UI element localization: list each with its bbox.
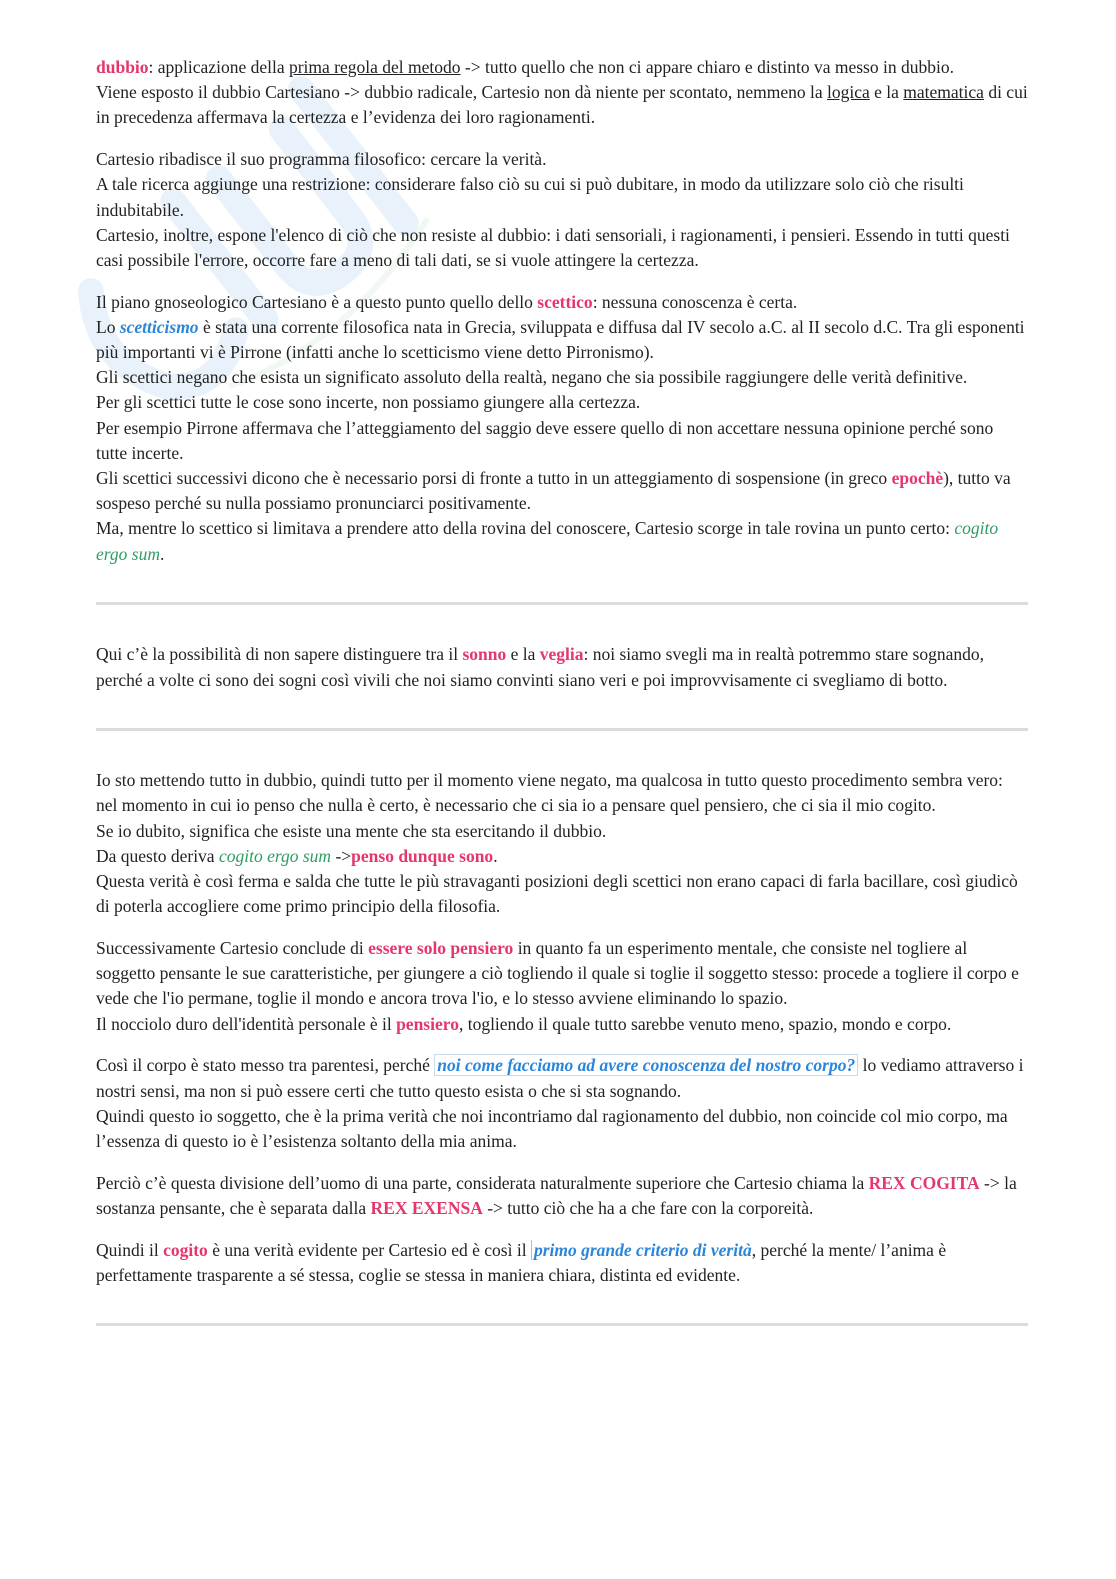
text-run: in quanto fa un esperimento mentale, che consiste nel togliere al soggetto pensante le sue caratteristiche, per giungere a ciò togliendo il quale si toglie il soggetto stesso: procede a togliere il corpo e vede che l'io permane, toglie il mondo e ancora trova l'io, e lo stesso avviene eliminando lo spazio. (96, 937, 1019, 1009)
text-run: . (493, 845, 498, 866)
text-run: e la (869, 82, 904, 103)
text-line (96, 365, 1028, 390)
text-line (96, 223, 1028, 273)
text-run: -> tutto quello che non ci appare chiaro e distinto va messo in dubbio. (460, 57, 954, 77)
text-run: Ma, mentre lo scettico si limitava a prendere atto della rovina del conoscere, Cartesio scorge in tale rovina un punto certo: (96, 518, 955, 539)
document-body (96, 55, 1028, 1326)
section-divider (96, 728, 1028, 731)
text-run: -> (331, 845, 352, 866)
text-line (96, 147, 1028, 172)
keyword-rex-exensa: REX EXENSA (370, 1197, 483, 1218)
text-line (96, 516, 1028, 566)
text-run: Questa verità è così ferma e salda che tutte le più stravaganti posizioni degli scettici non erano capaci di farla bacillare, così giudicò di poterla accogliere come primo principio della filosofia. (96, 871, 1018, 917)
text-run: Cartesio, inoltre, espone l'elenco di ciò che non resiste al dubbio: i dati sensoriali, i ragionamenti, i pensieri. Essendo in tutti questi casi possibile l'errore, occorre fare a meno di tali dati, se si vuole attingere la certezza. (96, 224, 1010, 270)
keyword-cogito-ergo-sum: cogito ergo sum (96, 518, 999, 564)
text-run: Il piano gnoseologico Cartesiano è a questo punto quello dello (96, 291, 538, 312)
paragraph-corpo (96, 1053, 1028, 1154)
paragraph-programma (96, 147, 1028, 273)
text-run: : nessuna conoscenza è certa. (592, 291, 798, 312)
text-run: Viene esposto il dubbio Cartesiano -> dubbio radicale, Cartesio non dà niente per scontato, nemmeno la (96, 82, 827, 103)
text-line (96, 55, 1028, 80)
text-line (96, 80, 1028, 130)
keyword-dubbio: dubbio (96, 57, 149, 77)
text-run: : applicazione della (148, 57, 289, 77)
text-run: Quindi questo io soggetto, che è la prima verità che noi incontriamo dal ragionamento del dubbio, non coincide col mio corpo, ma l’essenza di questo io è l’esistenza soltanto della mia anima. (96, 1105, 1008, 1151)
keyword-cogito-ergo-sum: cogito ergo sum (218, 845, 332, 866)
paragraph-pensiero (96, 936, 1028, 1037)
text-line (96, 466, 1028, 516)
text-line (96, 1012, 1028, 1037)
text-line (96, 416, 1028, 466)
text-run: Perciò c’è questa divisione dell’uomo di una parte, considerata naturalmente superiore che Cartesio chiama la (96, 1172, 869, 1193)
keyword-sonno: sonno (462, 644, 507, 665)
text-run: Gli scettici negano che esista un significato assoluto della realtà, negano che sia possibile raggiungere delle verità definitive. (96, 367, 968, 388)
keyword-essere-solo-pensiero: essere solo pensiero (368, 937, 514, 958)
text-run: è una verità evidente per Cartesio ed è così il (207, 1239, 531, 1260)
text-run: Se io dubito, significa che esiste una mente che sta esercitando il dubbio. (96, 820, 607, 841)
section-divider (96, 1323, 1028, 1326)
text-run: , togliendo il quale tutto sarebbe venuto meno, spazio, mondo e corpo. (458, 1013, 952, 1034)
keyword-veglia: veglia (539, 644, 584, 665)
text-run: Per esempio Pirrone affermava che l’atteggiamento del saggio deve essere quello di non accettare nessuna opinione perché sono tutte incerte. (96, 417, 994, 463)
text-run: è stata una corrente filosofica nata in Grecia, sviluppata e diffusa dal IV secolo a.C. al II secolo d.C. Tra gli esponenti più importanti vi è Pirrone (infatti anche lo scetticismo viene detto Pirronismo). (96, 316, 1025, 363)
text-line (96, 768, 1028, 818)
text-line (96, 1053, 1028, 1103)
text-run: -> la sostanza pensante, che è separata dalla (96, 1172, 1017, 1218)
keyword-primo-criterio: primo grande criterio di verità (531, 1240, 752, 1260)
text-run: Gli scettici successivi dicono che è necessario porsi di fronte a tutto in un atteggiamento di sospensione (in greco (96, 468, 892, 489)
text-run: : noi siamo svegli ma in realtà potremmo stare sognando, perché a volte ci sono dei sogni così vivili che noi siamo convinti siano veri e poi improvvisamente ci svegliamo di botto. (96, 644, 984, 690)
text-line (96, 172, 1028, 222)
text-run: . (160, 543, 165, 564)
text-line (96, 642, 1028, 692)
paragraph-criterio (96, 1238, 1028, 1288)
text-run: ), tutto va sospeso perché su nulla possiamo pronunciarci positivamente. (96, 468, 1011, 514)
text-run: A tale ricerca aggiunge una restrizione: considerare falso ciò su cui si può dubitare, in modo da utilizzare solo ciò che risulti indubitabile. (96, 174, 964, 220)
text-line (96, 936, 1028, 1012)
keyword-penso-dunque-sono: penso dunque sono (351, 845, 494, 866)
keyword-epoche: epochè (891, 468, 944, 489)
text-line (96, 844, 1028, 869)
text-run: Io sto mettendo tutto in dubbio, quindi tutto per il momento viene negato, ma qualcosa in tutto questo procedimento sembra vero: nel momento in cui io penso che nulla è certo, è necessario che ci sia io a pensare quel pensiero, che ci sia il mio cogito. (96, 770, 1003, 816)
keyword-scettico: scettico (537, 291, 593, 312)
text-run: Da questo deriva (96, 845, 219, 866)
underlined-prima-regola: prima regola del metodo (288, 57, 461, 77)
text-line (96, 869, 1028, 919)
text-run: Il nocciolo duro dell'identità personale è il (96, 1013, 397, 1034)
paragraph-dubbio (96, 55, 1028, 131)
text-run: Qui c’è la possibilità di non sapere distinguere tra il (96, 644, 463, 665)
text-run: , perché la mente/ l’anima è perfettamente trasparente a sé stessa, coglie se stessa in maniera chiara, distinta ed evidente. (96, 1239, 947, 1285)
text-line (96, 390, 1028, 415)
text-run: -> tutto ciò che ha a che fare con la corporeità. (482, 1197, 814, 1218)
text-run: e la (506, 644, 540, 665)
text-line (96, 1104, 1028, 1154)
text-run: Successivamente Cartesio conclude di (96, 937, 369, 958)
text-line (96, 1238, 1028, 1288)
keyword-cogito: cogito (163, 1239, 208, 1260)
section-divider (96, 602, 1028, 605)
text-line (96, 315, 1028, 365)
text-run: Cartesio ribadisce il suo programma filosofico: cercare la verità. (96, 149, 547, 170)
paragraph-cogito (96, 768, 1028, 919)
text-run: Per gli scettici tutte le cose sono incerte, non possiamo giungere alla certezza. (96, 392, 641, 413)
underlined-matematica: matematica (903, 82, 984, 103)
text-line (96, 290, 1028, 315)
text-line (96, 819, 1028, 844)
paragraph-scetticismo (96, 290, 1028, 567)
text-run: Lo (96, 316, 120, 337)
keyword-scetticismo: scetticismo (119, 316, 199, 337)
text-run: lo vediamo attraverso i nostri sensi, ma non si può essere certi che tutto questo esista o che si sta sognando. (96, 1055, 1024, 1101)
highlighted-question: noi come facciamo ad avere conoscenza del nostro corpo? (434, 1054, 858, 1076)
text-run: di cui in precedenza affermava la certezza e l’evidenza dei loro ragionamenti. (96, 82, 1028, 128)
paragraph-res-cogitans (96, 1171, 1028, 1221)
text-line (96, 1171, 1028, 1221)
text-run: Quindi il (96, 1239, 164, 1260)
keyword-pensiero: pensiero (396, 1013, 459, 1034)
underlined-logica: logica (826, 82, 870, 103)
paragraph-sonno-veglia (96, 642, 1028, 692)
keyword-rex-cogita: REX COGITA (868, 1172, 980, 1193)
text-run: Così il corpo è stato messo tra parentesi, perché (96, 1055, 435, 1076)
